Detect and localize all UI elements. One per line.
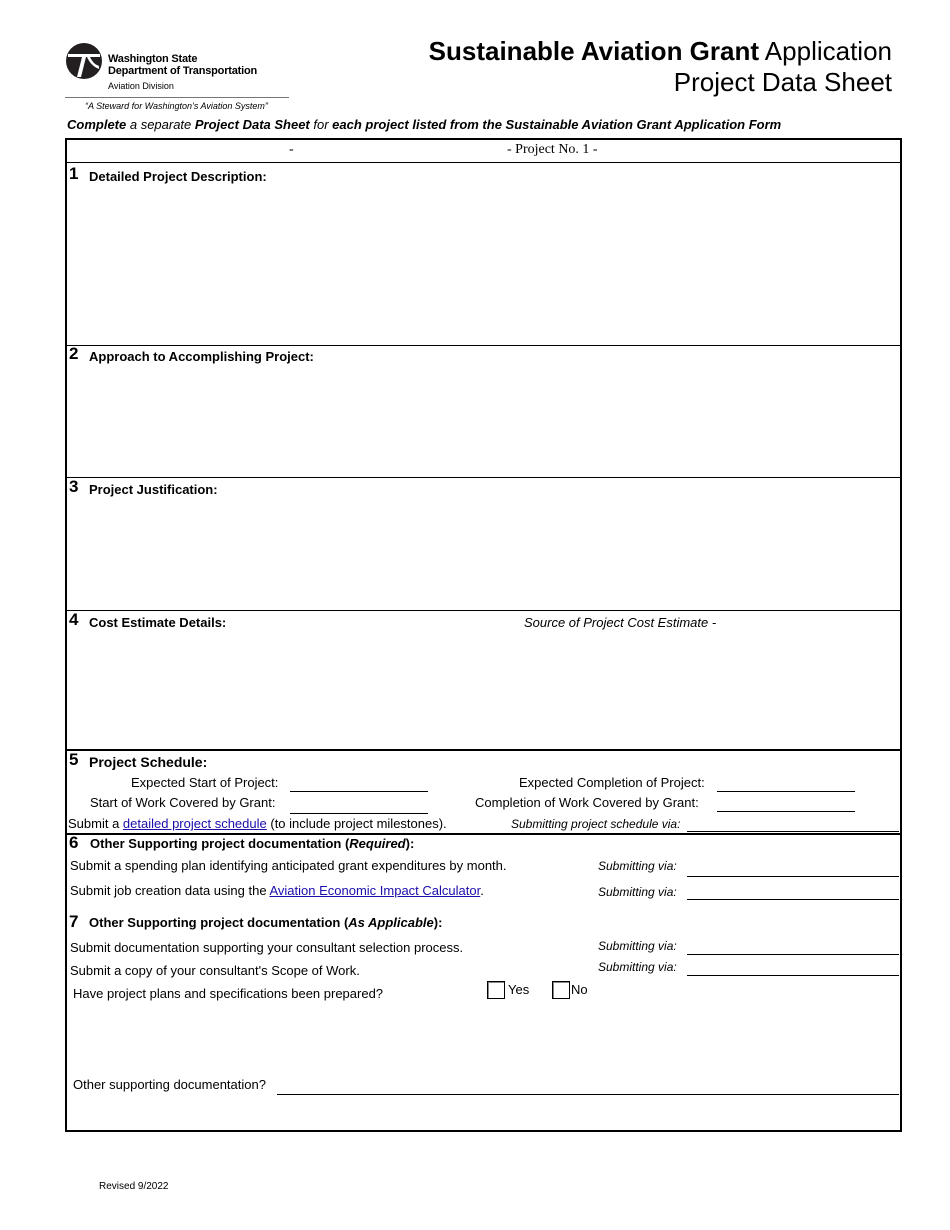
section-6-label-post: ): (405, 836, 415, 851)
justification-field[interactable] (67, 499, 900, 609)
plans-question: Have project plans and specifications been prepared? (73, 986, 384, 1001)
instruction-part1: Complete (67, 117, 127, 132)
page-title (429, 36, 892, 66)
divider (67, 833, 900, 835)
consultant-selection-text: Submit documentation supporting your consultant selection process. (70, 940, 464, 955)
section-number: 4 (69, 610, 79, 629)
section-7-label (89, 915, 442, 931)
section-6-label (90, 836, 414, 852)
expected-start-field[interactable] (290, 773, 428, 792)
work-completion-label: Completion of Work Covered by Grant: (475, 795, 699, 810)
work-start-label: Start of Work Covered by Grant: (90, 795, 276, 810)
impact-calculator-link[interactable]: Aviation Economic Impact Calculator (269, 883, 481, 898)
instruction-part5: each project listed from the Sustainable Aviation Grant Application Form (332, 117, 782, 132)
divider (67, 749, 900, 751)
section-number: 2 (69, 344, 79, 363)
schedule-submit-post: (to include project milestones). (266, 816, 447, 831)
job-creation-post: . (480, 883, 484, 898)
divider (67, 610, 900, 611)
wsdot-logo (65, 42, 291, 112)
schedule-via-field[interactable] (687, 815, 899, 832)
section-3-label: Project Justification: (89, 482, 218, 497)
motto: “A Steward for Washington’s Aviation System” (85, 101, 268, 111)
section-number: 6 (69, 833, 79, 852)
section-2-label: Approach to Accomplishing Project: (89, 349, 314, 364)
page-subtitle: Project Data Sheet (673, 67, 892, 97)
section-number: 1 (69, 164, 79, 183)
section-7-label-em: As Applicable (348, 915, 434, 930)
instruction-line (67, 117, 781, 133)
revision-date: Revised 9/2022 (99, 1181, 169, 1192)
approach-field[interactable] (67, 366, 900, 476)
section-number: 7 (69, 912, 79, 931)
plans-yes-label: Yes (508, 982, 530, 997)
cost-estimate-field[interactable] (67, 632, 900, 748)
title-rest: Application (759, 36, 892, 66)
section-5-label: Project Schedule: (89, 754, 208, 770)
instruction-part4: for (309, 117, 333, 132)
project-left-dash: - (289, 142, 294, 157)
other-docs-label: Other supporting documentation? (73, 1077, 266, 1092)
plans-no-checkbox[interactable] (552, 981, 570, 999)
section-7-label-post: ): (433, 915, 443, 930)
logo-divider (65, 97, 289, 98)
job-creation-via-field[interactable] (687, 882, 899, 900)
job-creation-text (70, 883, 484, 899)
cost-estimate-source-label[interactable]: Source of Project Cost Estimate - (524, 615, 717, 630)
section-number: 3 (69, 477, 79, 496)
scope-of-work-text: Submit a copy of your consultant's Scope of Work. (70, 963, 360, 978)
section-7-label-pre: Other Supporting project documentation ( (89, 915, 349, 930)
divider (67, 345, 900, 346)
schedule-via-label: Submitting project schedule via: (511, 817, 681, 831)
spending-plan-via-label: Submitting via: (598, 859, 677, 873)
work-completion-field[interactable] (717, 793, 855, 812)
wsdot-logo-icon (65, 42, 103, 80)
project-number-row (67, 140, 900, 162)
schedule-submit-pre: Submit a (68, 816, 123, 831)
scope-of-work-via-label: Submitting via: (598, 960, 677, 974)
instruction-part2: a separate (126, 117, 195, 132)
detailed-schedule-link[interactable]: detailed project schedule (122, 816, 267, 831)
consultant-selection-via-label: Submitting via: (598, 939, 677, 953)
section-1-label: Detailed Project Description: (89, 169, 267, 184)
section-6-label-pre: Other Supporting project documentation ( (90, 836, 350, 851)
other-docs-field[interactable] (277, 1077, 899, 1095)
project-data-form (65, 138, 902, 1132)
work-start-field[interactable] (290, 795, 428, 814)
expected-completion-label: Expected Completion of Project: (519, 775, 705, 790)
schedule-submit-text (68, 816, 447, 832)
expected-start-label: Expected Start of Project: (131, 775, 279, 790)
section-4-label: Cost Estimate Details: (89, 615, 227, 630)
org-name-line1: Washington State (108, 53, 198, 65)
org-name-line2: Department of Transportation (108, 65, 258, 77)
section-number: 5 (69, 750, 79, 769)
spending-plan-text: Submit a spending plan identifying anticipated grant expenditures by month. (70, 858, 507, 873)
divider (67, 162, 900, 163)
divider (67, 477, 900, 478)
section-6-label-em: Required (349, 836, 406, 851)
spending-plan-via-field[interactable] (687, 858, 899, 877)
plans-no-label: No (571, 982, 588, 997)
scope-of-work-via-field[interactable] (687, 958, 899, 976)
division-name: Aviation Division (108, 81, 174, 91)
project-description-field[interactable] (67, 186, 900, 344)
job-creation-via-label: Submitting via: (598, 885, 677, 899)
consultant-selection-via-field[interactable] (687, 937, 899, 955)
project-number-label[interactable]: - Project No. 1 - (507, 142, 598, 157)
instruction-part3: Project Data Sheet (194, 117, 310, 132)
job-creation-pre: Submit job creation data using the (70, 883, 270, 898)
title-bold: Sustainable Aviation Grant (428, 36, 760, 66)
expected-completion-field[interactable] (717, 773, 855, 792)
plans-yes-checkbox[interactable] (487, 981, 505, 999)
